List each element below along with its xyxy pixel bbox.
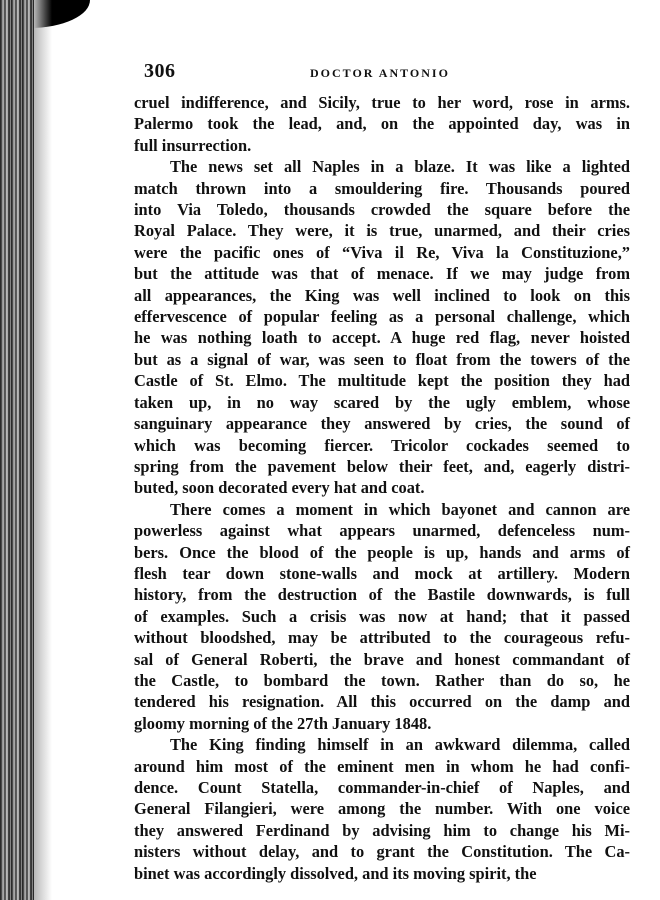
text-line: into Via Toledo, thousands crowded the square before the: [134, 200, 630, 220]
paragraph: [134, 92, 630, 156]
text-line: Royal Palace. They were, it is true, unarmed, and their cries: [134, 221, 630, 241]
text-line: Castle of St. Elmo. The multitude kept the position they had: [134, 371, 630, 391]
text-line: without bloodshed, may be attributed to the courageous refu-: [134, 628, 630, 648]
book-page: [134, 58, 630, 884]
text-line: spring from the pavement below their feet, and, eagerly distri-: [134, 456, 630, 476]
text-line: were the pacific ones of “Viva il Re, Viva la Constituzione,”: [134, 242, 630, 262]
running-head: DOCTOR ANTONIO: [310, 66, 450, 80]
text-line: General Filangieri, were among the number. With one voice: [134, 799, 630, 819]
text-line: of examples. Such a crisis was now at hand; that it passed: [134, 606, 630, 626]
text-line: The news set all Naples in a blaze. It was like a lighted: [170, 157, 630, 177]
text-line: history, from the destruction of the Bastile downwards, is full: [134, 585, 630, 605]
text-line: all appearances, the King was well inclined to look on this: [134, 285, 630, 305]
page-header: [134, 58, 630, 92]
text-line: nisters without delay, and to grant the Constitution. The Ca-: [134, 842, 630, 862]
text-line: the Castle, to bombard the town. Rather than do so, he: [134, 670, 630, 690]
text-line: tendered his resignation. All this occurred on the damp and: [134, 692, 630, 712]
text-line: taken up, in no way scared by the ugly emblem, whose: [134, 392, 630, 412]
text-line: There comes a moment in which bayonet and cannon are: [170, 499, 630, 519]
paragraph: [134, 156, 630, 499]
text-line: buted, soon decorated every hat and coat.: [134, 478, 425, 498]
page-number: 306: [144, 60, 176, 82]
binding-shadow: [34, 0, 52, 900]
text-line: cruel indifference, and Sicily, true to her word, rose in arms.: [134, 93, 630, 112]
text-line: which was becoming fiercer. Tricolor cockades seemed to: [134, 435, 630, 455]
text-line: flesh tear down stone-walls and mock at artillery. Modern: [134, 563, 630, 583]
text-line: gloomy morning of the 27th January 1848.: [134, 713, 432, 733]
text-line: binet was accordingly dissolved, and its moving spirit, the: [134, 863, 537, 883]
text-line: around him most of the eminent men in whom he had confi-: [134, 756, 630, 776]
text-line: he was nothing loath to accept. A huge red flag, never hoisted: [134, 328, 630, 348]
text-line: but the attitude was that of menace. If we may judge from: [134, 264, 630, 284]
text-line: sal of General Roberti, the brave and honest commandant of: [134, 649, 630, 669]
text-line: match thrown into a smouldering fire. Thousands poured: [134, 178, 630, 198]
text-line: dence. Count Statella, commander-in-chief of Naples, and: [134, 778, 630, 797]
text-line: powerless against what appears unarmed, defenceless num-: [134, 521, 630, 541]
text-line: Palermo took the lead, and, on the appointed day, was in: [134, 114, 630, 134]
paragraph: [134, 499, 630, 734]
paragraph: [134, 734, 630, 884]
text-line: full insurrection.: [134, 135, 252, 155]
text-line: but as a signal of war, was seen to float from the towers of the: [134, 349, 630, 369]
text-line: bers. Once the blood of the people is up, hands and arms of: [134, 542, 630, 562]
book-binding-edge: [0, 0, 34, 900]
text-line: The King finding himself in an awkward dilemma, called: [170, 735, 630, 755]
text-line: sanguinary appearance they answered by cries, the sound of: [134, 414, 630, 434]
text-line: they answered Ferdinand by advising him to change his Mi-: [134, 820, 630, 840]
body-text: [134, 92, 630, 884]
text-line: effervescence of popular feeling as a personal challenge, which: [134, 307, 630, 327]
